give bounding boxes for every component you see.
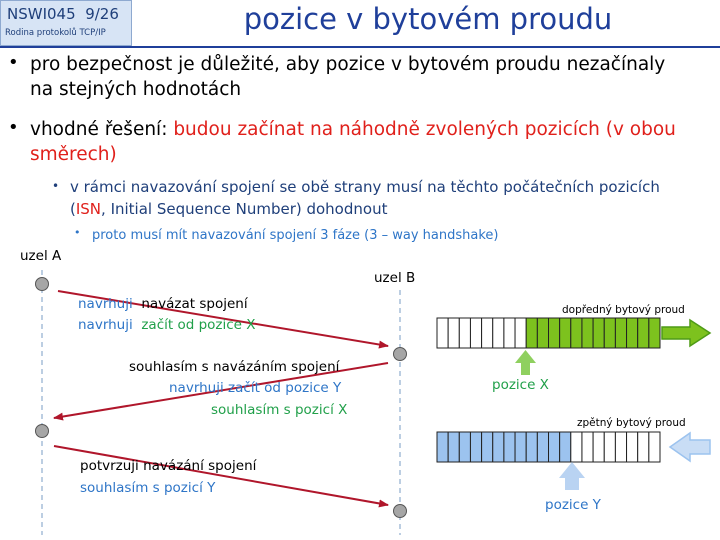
bullet-handshake: proto musí mít navazování spojení 3 fáze (3 – way handshake) — [92, 228, 499, 243]
stream-cell — [470, 318, 481, 348]
bullet-security: pro bezpečnost je důležité, aby pozice v bytovém proudu nezačínaly na stejných hodnotách — [30, 54, 666, 100]
stream-cell — [526, 432, 537, 462]
bullet-dot: • — [74, 226, 81, 239]
isn-highlight: ISN — [75, 200, 102, 218]
stream-cell — [638, 432, 649, 462]
stream-cell — [437, 318, 448, 348]
syn-ack-line-3: souhlasím s pozicí X — [211, 402, 348, 418]
stream-cell — [504, 318, 515, 348]
stream-cell — [582, 318, 593, 348]
solution-highlight: budou začínat na náhodně zvolených pozicích (v obou — [173, 119, 676, 140]
bullet-isn: v rámci navazování spojení se obě strany musí na těchto počátečních pozicích (ISN, Initial Sequence Number) dohodnout — [70, 178, 660, 218]
stream-cell — [560, 318, 571, 348]
ack-arrow — [54, 446, 388, 505]
stream-cell — [448, 318, 459, 348]
stream-cell — [604, 318, 615, 348]
stream-cell — [627, 432, 638, 462]
stream-cell — [549, 318, 560, 348]
stream-cell — [571, 318, 582, 348]
position-y-arrow-icon — [559, 462, 585, 490]
page-title: pozice v bytovém proudu — [243, 2, 613, 36]
course-code: NSWI045 9/26 — [7, 5, 119, 23]
forward-stream-arrow-icon — [662, 320, 710, 346]
bullet-dot: • — [8, 52, 19, 73]
syn-line-1: navrhuji navázat spojení — [78, 296, 248, 312]
stream-cell — [560, 432, 571, 462]
position-y-label: pozice Y — [545, 497, 601, 513]
stream-cell — [582, 432, 593, 462]
syn-ack-line-2: navrhuji začít od pozice Y — [169, 380, 342, 396]
stream-cell — [649, 318, 660, 348]
stream-cell — [571, 432, 582, 462]
event-node — [394, 505, 407, 518]
event-node — [394, 348, 407, 361]
stream-cell — [615, 318, 626, 348]
stream-cell — [493, 432, 504, 462]
event-node — [36, 425, 49, 438]
bullet-dot: • — [8, 117, 19, 138]
ack-line-2: souhlasím s pozicí Y — [80, 480, 216, 496]
course-name: Rodina protokolů TCP/IP — [5, 28, 106, 38]
bullet-solution: vhodné řešení: budou začínat na náhodně zvolených pozicích (v obou směrech) — [30, 119, 676, 165]
stream-cell — [437, 432, 448, 462]
event-node — [36, 278, 49, 291]
stream-cell — [470, 432, 481, 462]
page-number: 9/26 — [85, 5, 119, 23]
reverse-stream-bar — [437, 432, 660, 462]
position-x-label: pozice X — [492, 377, 549, 393]
stream-cell — [493, 318, 504, 348]
forward-stream-label: dopředný bytový proud — [562, 304, 685, 316]
stream-cell — [549, 432, 560, 462]
stream-cell — [482, 432, 493, 462]
stream-cell — [459, 318, 470, 348]
stream-cell — [526, 318, 537, 348]
stream-cell — [627, 318, 638, 348]
syn-ack-line-1: souhlasím s navázáním spojení — [129, 359, 340, 375]
stream-cell — [649, 432, 660, 462]
node-a-label: uzel A — [20, 248, 62, 264]
stream-cell — [504, 432, 515, 462]
ack-line-1: potvrzuji navázání spojení — [80, 458, 257, 474]
stream-cell — [537, 318, 548, 348]
stream-cell — [515, 432, 526, 462]
stream-cell — [593, 432, 604, 462]
stream-cell — [515, 318, 526, 348]
reverse-stream-label: zpětný bytový proud — [577, 417, 686, 429]
forward-stream-bar — [437, 318, 660, 348]
node-b-label: uzel B — [374, 270, 416, 286]
stream-cell — [537, 432, 548, 462]
bullet-dot: • — [52, 179, 60, 193]
stream-cell — [638, 318, 649, 348]
stream-cell — [604, 432, 615, 462]
stream-cell — [482, 318, 493, 348]
position-x-arrow-icon — [515, 350, 536, 375]
stream-cell — [448, 432, 459, 462]
stream-cell — [593, 318, 604, 348]
stream-cell — [459, 432, 470, 462]
stream-cell — [615, 432, 626, 462]
reverse-stream-arrow-icon — [670, 433, 710, 461]
syn-line-2: navrhuji začít od pozice X — [78, 317, 256, 333]
